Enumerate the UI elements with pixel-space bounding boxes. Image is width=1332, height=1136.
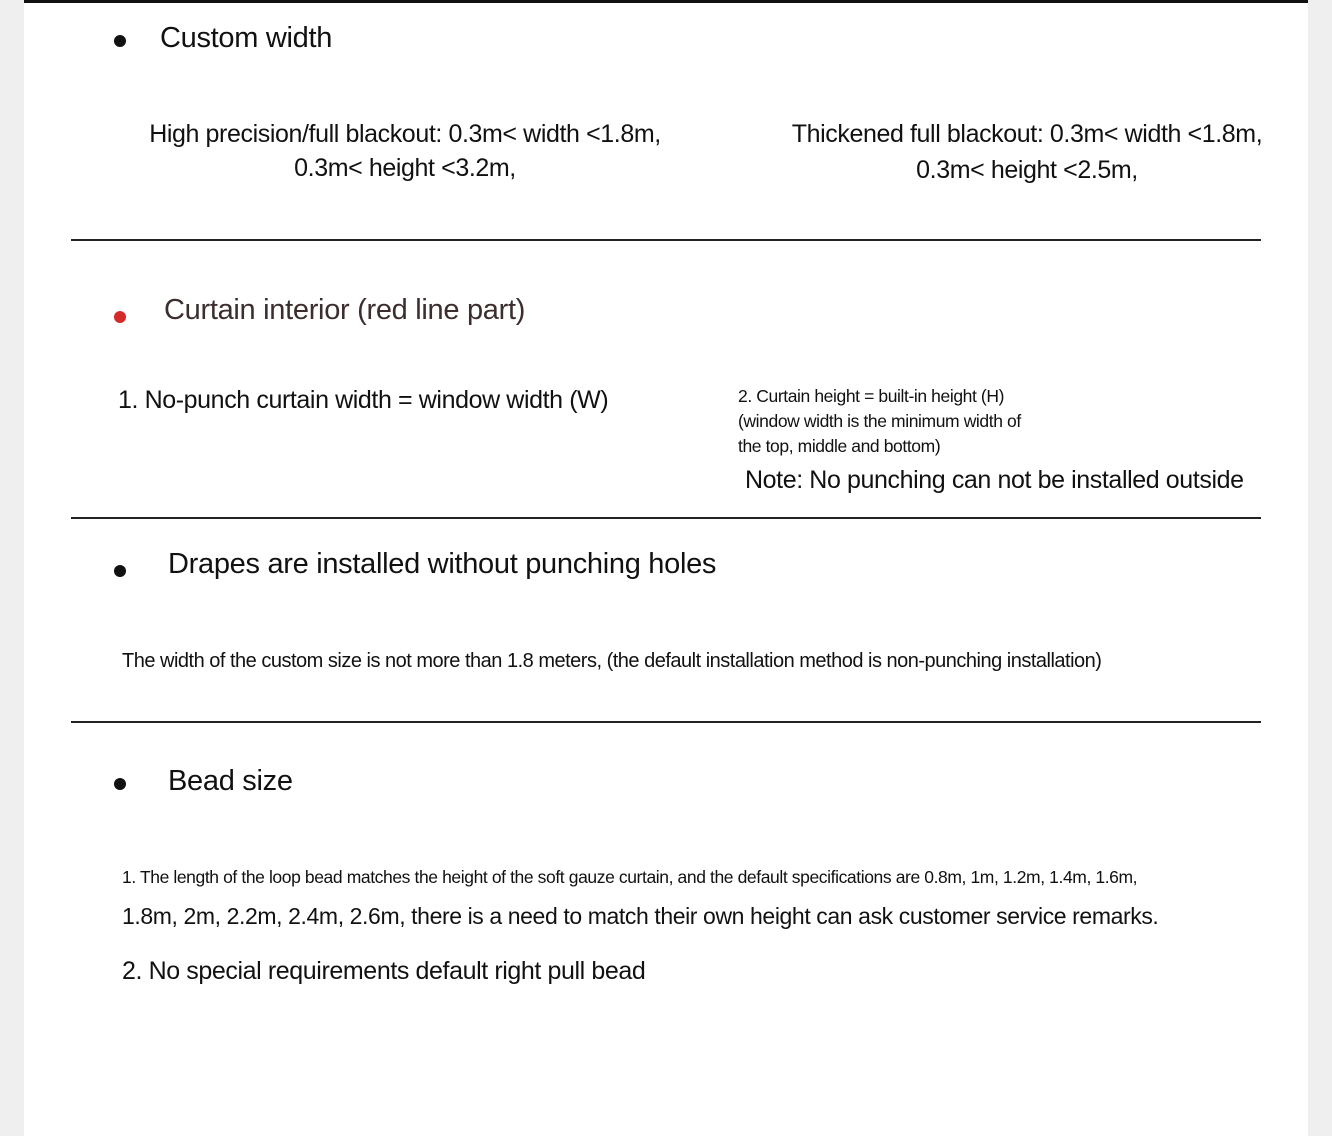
- bead-item-2: 2. No special requirements default right pull bead: [122, 957, 646, 985]
- interior-item-2: [738, 384, 1021, 459]
- item-line: (window width is the minimum width of: [738, 411, 1021, 431]
- section-heading: Drapes are installed without punching holes: [168, 548, 717, 580]
- section-heading: Bead size: [168, 765, 293, 797]
- spec-line: 0.3m< height <3.2m,: [294, 154, 516, 182]
- interior-item-1: 1. No-punch curtain width = window width (W): [118, 386, 609, 414]
- section-heading: Custom width: [160, 22, 333, 54]
- installation-note: Note: No punching can not be installed outside: [745, 466, 1244, 494]
- bullet-icon: [114, 778, 126, 790]
- spec-thickened: [727, 120, 1327, 185]
- section-divider: [71, 721, 1261, 723]
- top-border: [24, 0, 1308, 3]
- item-line: the top, middle and bottom): [738, 436, 941, 456]
- spec-line: Thickened full blackout: 0.3m< width <1.8m,: [791, 120, 1263, 148]
- bullet-icon: [114, 565, 126, 577]
- bead-item-1-line-2: 1.8m, 2m, 2.2m, 2.4m, 2.6m, there is a need to match their own height can ask customer service remarks.: [122, 903, 1159, 929]
- section-heading: Curtain interior (red line part): [164, 294, 526, 326]
- item-line: 2. Curtain height = built-in height (H): [738, 386, 1005, 406]
- bullet-icon: [114, 35, 126, 47]
- spec-line: High precision/full blackout: 0.3m< width <1.8m,: [149, 120, 661, 148]
- bead-item-1-line-1: 1. The length of the loop bead matches the height of the soft gauze curtain, and the default specifications are 0.8m, 1m, 1.2m, 1.4m, 1.6m,: [122, 867, 1138, 887]
- spec-line: 0.3m< height <2.5m,: [916, 156, 1138, 184]
- section-divider: [71, 517, 1261, 519]
- spec-high-precision: [110, 120, 700, 183]
- section-divider: [71, 239, 1261, 241]
- drapes-description: The width of the custom size is not more than 1.8 meters, (the default installation method is non-punching installation): [122, 650, 1102, 672]
- red-bullet-icon: [114, 311, 126, 323]
